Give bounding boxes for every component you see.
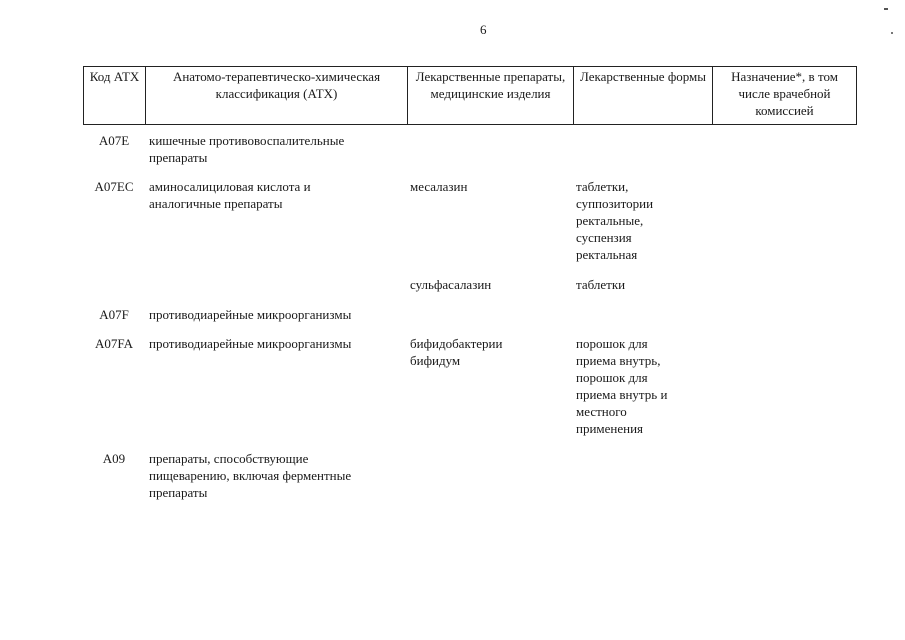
header-classification: Анатомо-терапевтическо-химическая классификация (АТХ) — [146, 67, 408, 125]
text-line: суппозитории — [576, 196, 654, 211]
row-drug — [410, 276, 570, 293]
text-line: пищеварению, включая ферментные — [149, 468, 352, 483]
row-drug — [410, 178, 570, 195]
text-line: противодиарейные микроорганизмы — [149, 336, 352, 351]
row-code: A07EC — [94, 179, 134, 194]
text-line: бифидум — [410, 353, 461, 368]
row-form — [576, 178, 711, 263]
text-line: бифидобактерии — [410, 336, 503, 351]
text-line: применения — [576, 421, 644, 436]
scan-speck — [884, 8, 888, 10]
text-line: препараты — [149, 485, 208, 500]
row-code: A07E — [98, 133, 130, 148]
row-form — [576, 276, 711, 293]
header-purpose: Назначение*, в том числе врачебной комиссией — [713, 67, 857, 125]
row-classification — [149, 306, 399, 323]
text-line: аналогичные препараты — [149, 196, 283, 211]
header-code: Код АТХ — [84, 67, 146, 125]
text-line: сульфасалазин — [410, 277, 492, 292]
row-code: A07F — [99, 307, 129, 322]
scan-speck — [891, 32, 893, 34]
text-line: местного — [576, 404, 627, 419]
row-code: A07FA — [94, 336, 134, 351]
row-classification — [149, 335, 399, 352]
row-drug — [410, 335, 570, 369]
text-line: приема внутрь, — [576, 353, 661, 368]
row-classification — [149, 178, 399, 212]
text-line: аминосалициловая кислота и — [149, 179, 311, 194]
text-line: месалазин — [410, 179, 468, 194]
text-line: таблетки — [576, 277, 626, 292]
text-line: ректальная — [576, 247, 638, 262]
row-classification — [149, 450, 399, 501]
text-line: препараты — [149, 150, 208, 165]
row-form — [576, 335, 711, 437]
text-line: ректальные, — [576, 213, 644, 228]
text-line: порошок для — [576, 370, 648, 385]
text-line: таблетки, — [576, 179, 629, 194]
header-row — [84, 67, 857, 125]
header-forms: Лекарственные формы — [574, 67, 713, 125]
text-line: порошок для — [576, 336, 648, 351]
row-classification — [149, 132, 399, 166]
text-line: приема внутрь и — [576, 387, 668, 402]
text-line: противодиарейные микроорганизмы — [149, 307, 352, 322]
page-number: 6 — [480, 22, 487, 37]
row-code: A09 — [102, 451, 126, 466]
header-drugs: Лекарственные препараты, медицинские изделия — [408, 67, 574, 125]
text-line: препараты, способствующие — [149, 451, 309, 466]
table-header — [83, 66, 857, 125]
text-line: кишечные противовоспалительные — [149, 133, 345, 148]
text-line: суспензия — [576, 230, 632, 245]
